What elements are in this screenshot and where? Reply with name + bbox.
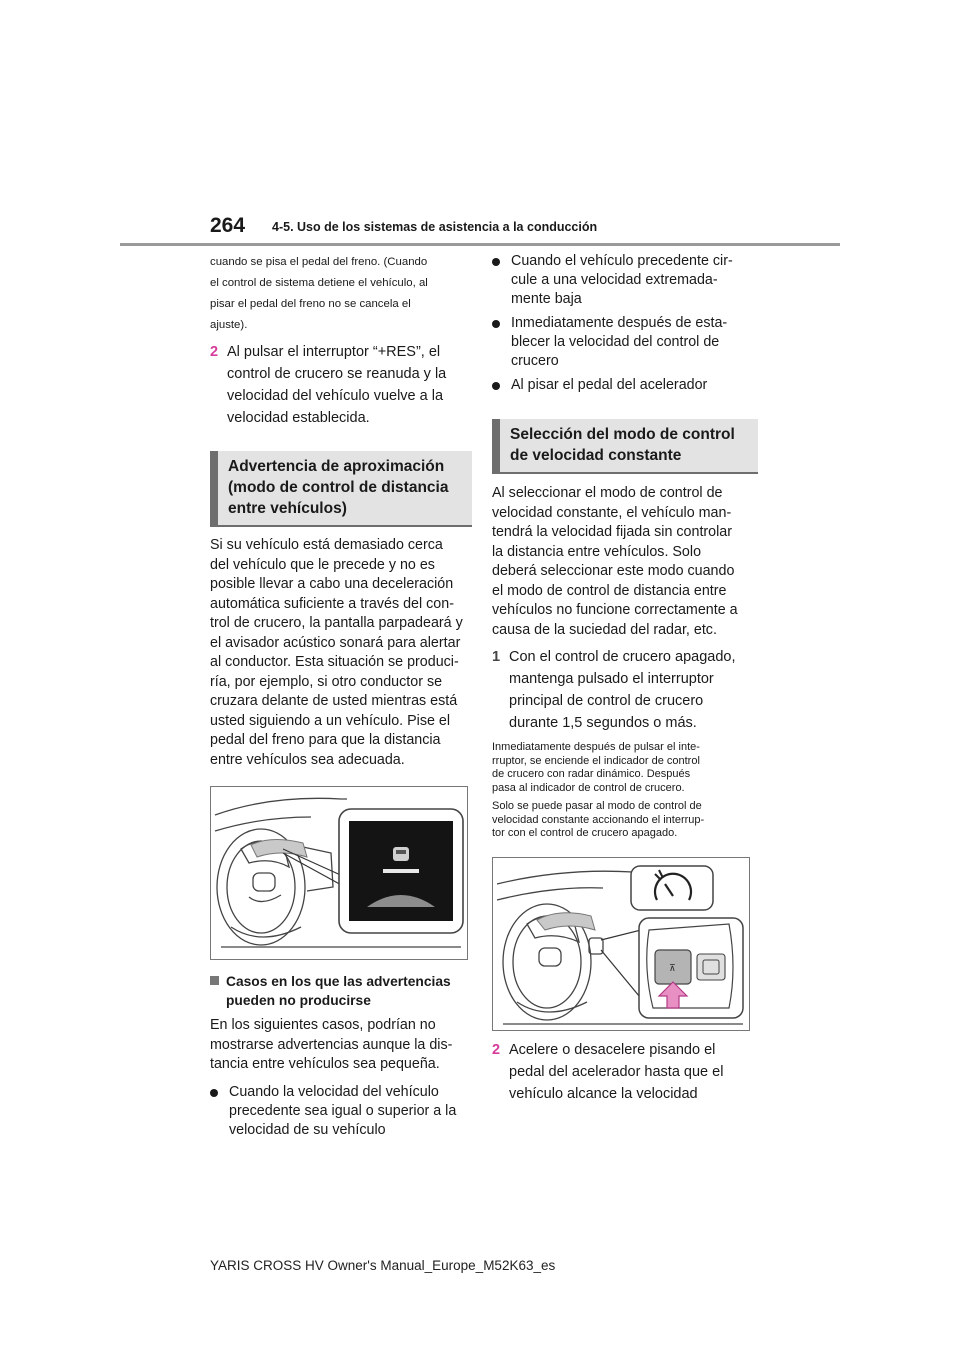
- text-line: de crucero con radar dinámico. Después: [492, 768, 691, 780]
- text-line: mostrarse advertencias aunque la dis-: [210, 1036, 453, 1053]
- heading-approach-warning: [210, 451, 472, 527]
- switch-callout: [639, 918, 743, 1018]
- text-line: del vehículo que le precede y no es: [210, 556, 435, 573]
- cruise-switch-illustration: [493, 858, 749, 1030]
- heading-line: entre vehículos): [228, 500, 347, 517]
- distance-bar-icon: [383, 869, 419, 873]
- text-line: tancia entre vehículos sea pequeña.: [210, 1056, 440, 1072]
- text-line: automática suficiente a través del con-: [210, 595, 454, 612]
- text-line: Inmediatamente después de pulsar el inte-: [492, 741, 700, 753]
- figure-dashboard-warning: [210, 786, 468, 960]
- note-indicator: [492, 741, 754, 795]
- step-number: 2: [210, 344, 219, 360]
- text-line: al conductor. Esta situación se produci-: [210, 654, 459, 670]
- section-title: 4-5. Uso de los sistemas de asistencia a la conducción: [272, 220, 598, 234]
- heading-constant-speed-mode: [492, 419, 758, 474]
- text-line: Acelere o desacelere pisando el: [509, 1041, 716, 1058]
- text-line: Al seleccionar el modo de control de: [492, 485, 723, 501]
- text-line: deberá seleccionar este modo cuando: [492, 563, 735, 579]
- text-line: el avisador acústico sonará para alertar: [210, 634, 461, 651]
- bullet-case-slow: [492, 252, 754, 309]
- text-line: Cuando la velocidad del vehículo: [229, 1083, 439, 1100]
- intro-paragraph: [210, 252, 472, 336]
- step-number: 1: [492, 649, 501, 665]
- text-line: Con el control de crucero apagado,: [509, 649, 736, 665]
- text-line: cule a una velocidad extremada-: [511, 272, 718, 288]
- note-switch-off: [492, 800, 754, 841]
- subheading-cases: [210, 972, 472, 1010]
- heading-line: de velocidad constante: [510, 447, 682, 464]
- text-line: tor con el control de crucero apagado.: [492, 827, 678, 839]
- bullet-dot-icon: [492, 382, 500, 390]
- page-number: 264: [210, 214, 246, 237]
- text-line: cruzara delante de usted mientras está: [210, 693, 458, 709]
- dashboard-warning-illustration: [211, 787, 467, 959]
- header-rule: [120, 243, 840, 246]
- text-line: vehículo alcance la velocidad: [509, 1085, 698, 1102]
- text-line: posible llevar a cabo una deceleración: [210, 576, 454, 592]
- text-line: velocidad de su vehículo: [229, 1121, 386, 1138]
- text-line: mente baja: [511, 291, 582, 307]
- text-line: pasa al indicador de control de crucero.: [492, 781, 685, 794]
- text-line: velocidad constante, el vehículo man-: [492, 504, 732, 521]
- right-column: [492, 252, 754, 1105]
- step-1-hold-switch: [492, 646, 754, 734]
- text-line: velocidad establecida.: [227, 410, 370, 426]
- bullet-case-accelerator: [492, 376, 754, 395]
- bullet-case-after-set: [492, 314, 754, 371]
- text-line: el modo de control de distancia entre: [492, 582, 727, 599]
- cases-paragraph: [210, 1016, 472, 1075]
- text-line: el control de sistema detiene el vehículo, al: [210, 277, 428, 289]
- text-line: pueden no producirse: [226, 993, 371, 1008]
- text-line: ría, por ejemplo, si otro conductor se: [210, 673, 443, 690]
- text-line: Inmediatamente después de esta-: [511, 315, 728, 331]
- text-line: pedal del acelerador hasta que el: [509, 1063, 724, 1080]
- constant-speed-paragraph: [492, 484, 754, 640]
- text-line: Si su vehículo está demasiado cerca: [210, 537, 443, 553]
- text-line: velocidad constante accionando el interrup-: [492, 813, 705, 826]
- text-line: tendrá la velocidad fijada sin controlar: [492, 524, 733, 540]
- text-line: Solo se puede pasar al modo de control de: [492, 800, 702, 812]
- text-line: usted siguiendo a un vehículo. Pise el: [210, 712, 451, 729]
- text-line: durante 1,5 segundos o más.: [509, 715, 697, 731]
- heading-line: Advertencia de aproximación: [228, 458, 445, 475]
- text-line: blecer la velocidad del control de: [511, 334, 720, 350]
- approach-warning-paragraph: [210, 536, 472, 770]
- footer-manual-id: YARIS CROSS HV Owner's Manual_Europe_M52K63_es: [210, 1258, 556, 1273]
- step-2-accelerate: [492, 1039, 754, 1105]
- step-number: 2: [492, 1041, 501, 1058]
- text-line: velocidad del vehículo vuelve a la: [227, 388, 444, 404]
- text-line: control de crucero se reanuda y la: [227, 366, 447, 382]
- text-line: Casos en los que las advertencias: [226, 974, 451, 989]
- heading-line: (modo de control de distancia: [228, 479, 449, 496]
- bullet-case-speed: [210, 1083, 472, 1140]
- text-line: trol de crucero, la pantalla parpadeará y: [210, 615, 463, 631]
- text-line: ajuste).: [210, 319, 248, 331]
- text-line: pedal del freno para que la distancia: [210, 732, 441, 748]
- text-line: pisar el pedal del freno no se cancela el: [210, 298, 411, 310]
- left-column: [210, 252, 472, 1140]
- text-line: rruptor, se enciende el indicador de control: [492, 754, 700, 767]
- heading-line: Selección del modo de control: [510, 426, 735, 443]
- text-line: cuando se pisa el pedal del freno. (Cuando: [210, 256, 428, 268]
- text-line: crucero: [511, 353, 559, 369]
- square-bullet-icon: [210, 976, 219, 985]
- bullet-dot-icon: [492, 258, 500, 266]
- bullet-dot-icon: [210, 1089, 218, 1097]
- text-line: precedente sea igual o superior a la: [229, 1102, 457, 1119]
- text-line: vehículos no funcione correctamente a: [492, 602, 738, 618]
- text-line: causa de la suciedad del radar, etc.: [492, 621, 717, 638]
- figure-cruise-switch: [492, 857, 750, 1031]
- text-line: principal de control de crucero: [509, 693, 704, 709]
- text-line: En los siguientes casos, podrían no: [210, 1017, 436, 1033]
- text-line: Cuando el vehículo precedente cir-: [511, 253, 733, 269]
- bullet-dot-icon: [492, 320, 500, 328]
- svg-text:⊼: ⊼: [669, 963, 676, 974]
- text-line: Al pisar el pedal del acelerador: [511, 377, 708, 393]
- text-line: mantenga pulsado el interruptor: [509, 671, 714, 687]
- speedometer-icon: [631, 866, 713, 910]
- text-line: Al pulsar el interruptor “+RES”, el: [227, 344, 441, 360]
- text-line: la distancia entre vehículos. Solo: [492, 543, 702, 560]
- text-line: entre vehículos sea adecuada.: [210, 751, 405, 768]
- step-2-resume: [210, 341, 472, 429]
- vehicle-ahead-icon: [393, 847, 409, 861]
